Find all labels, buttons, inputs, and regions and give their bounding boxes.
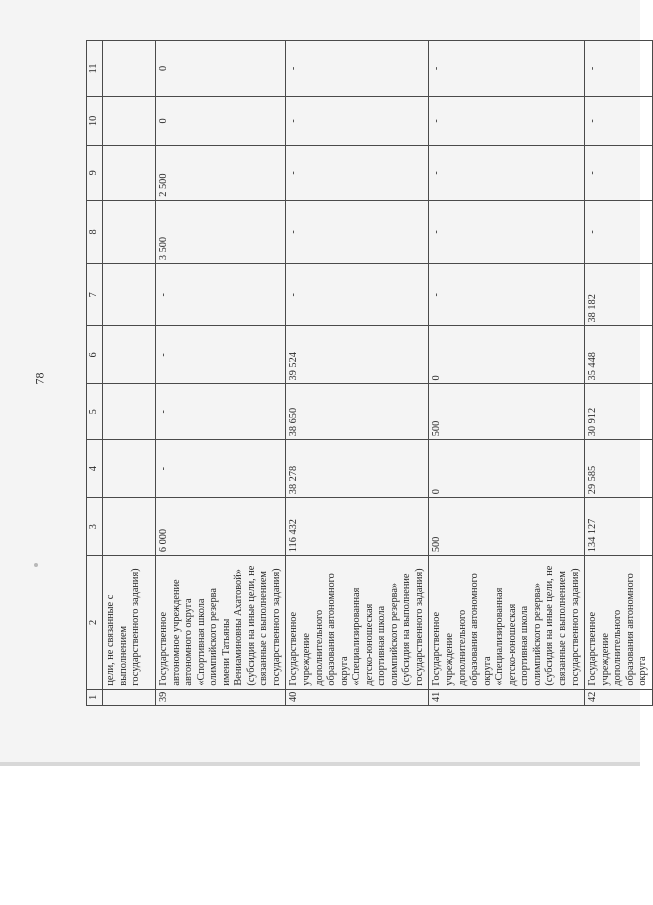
institution-name: цели, не связанные с выполнением государственного задания) <box>103 556 156 689</box>
value-cell <box>103 264 156 326</box>
value-cell: 134 127 <box>585 498 653 556</box>
institution-name: Государственное учреждение дополнительного образования автономного округа «Специализированная детско-юношеская спортивная школа олимпийского резерва» (субсидия на выполнение государственного задания) <box>286 556 429 689</box>
value-cell: - <box>429 264 585 326</box>
col-header: 6 <box>87 326 103 384</box>
value-cell: - <box>286 41 429 97</box>
value-cell: - <box>286 96 429 145</box>
value-cell: 38 278 <box>286 440 429 498</box>
value-cell <box>103 41 156 97</box>
value-cell: - <box>429 96 585 145</box>
value-cell: - <box>429 41 585 97</box>
value-cell: - <box>585 146 653 201</box>
row-number: 41 <box>429 689 585 705</box>
value-cell: 2 500 <box>156 146 286 201</box>
value-cell: 500 <box>429 498 585 556</box>
col-header: 2 <box>87 556 103 689</box>
value-cell: - <box>286 146 429 201</box>
column-number-row <box>87 41 103 706</box>
table-row <box>429 41 585 706</box>
table-row <box>103 41 156 706</box>
value-cell: - <box>286 264 429 326</box>
value-cell: - <box>585 41 653 97</box>
page-number: 78 <box>32 372 47 385</box>
col-header: 4 <box>87 440 103 498</box>
col-header: 9 <box>87 146 103 201</box>
rotated-table-wrapper <box>86 40 649 706</box>
value-cell: 35 448 <box>585 326 653 384</box>
col-header: 5 <box>87 384 103 440</box>
value-cell: - <box>156 264 286 326</box>
value-cell: 29 585 <box>585 440 653 498</box>
value-cell: - <box>585 200 653 263</box>
scan-speck <box>34 563 38 567</box>
table-row <box>585 41 653 706</box>
value-cell: - <box>286 200 429 263</box>
page-edge <box>0 762 640 766</box>
row-number: 42 <box>585 689 653 705</box>
col-header: 3 <box>87 498 103 556</box>
value-cell: 30 912 <box>585 384 653 440</box>
col-header: 8 <box>87 200 103 263</box>
value-cell: 6 000 <box>156 498 286 556</box>
institution-name: Государственное учреждение дополнительного образования автономного округа <box>585 556 653 689</box>
col-header: 10 <box>87 96 103 145</box>
col-header: 11 <box>87 41 103 97</box>
value-cell: 116 432 <box>286 498 429 556</box>
value-cell: 38 650 <box>286 384 429 440</box>
value-cell <box>103 146 156 201</box>
value-cell: 39 524 <box>286 326 429 384</box>
value-cell <box>103 96 156 145</box>
table-row <box>156 41 286 706</box>
budget-table <box>86 40 653 706</box>
value-cell: 0 <box>429 326 585 384</box>
table-row <box>286 41 429 706</box>
value-cell: 0 <box>429 440 585 498</box>
value-cell <box>103 384 156 440</box>
row-number: 40 <box>286 689 429 705</box>
value-cell: 500 <box>429 384 585 440</box>
value-cell <box>103 440 156 498</box>
value-cell: 38 182 <box>585 264 653 326</box>
value-cell: 3 500 <box>156 200 286 263</box>
value-cell: - <box>156 440 286 498</box>
value-cell: - <box>585 96 653 145</box>
value-cell: 0 <box>156 41 286 97</box>
value-cell <box>103 498 156 556</box>
value-cell <box>103 326 156 384</box>
row-number: 39 <box>156 689 286 705</box>
value-cell: - <box>156 326 286 384</box>
col-header: 7 <box>87 264 103 326</box>
value-cell: - <box>429 200 585 263</box>
row-number <box>103 689 156 705</box>
value-cell: - <box>429 146 585 201</box>
institution-name: Государственное учреждение дополнительного образования автономного округа «Специализированная детско-юношеская спортивная школа олимпийского резерва» (субсидия на иные цели, не связанные с выполнением государственного задания) <box>429 556 585 689</box>
value-cell <box>103 200 156 263</box>
col-header: 1 <box>87 689 103 705</box>
value-cell: - <box>156 384 286 440</box>
institution-name: Государственное автономное учреждение автономного округа «Спортивная школа олимпийского резерва имени Татьяны Вениаминовны Ахатовой» (субсидия на иные цели, не связанные с выполнением государственного задания) <box>156 556 286 689</box>
value-cell: 0 <box>156 96 286 145</box>
